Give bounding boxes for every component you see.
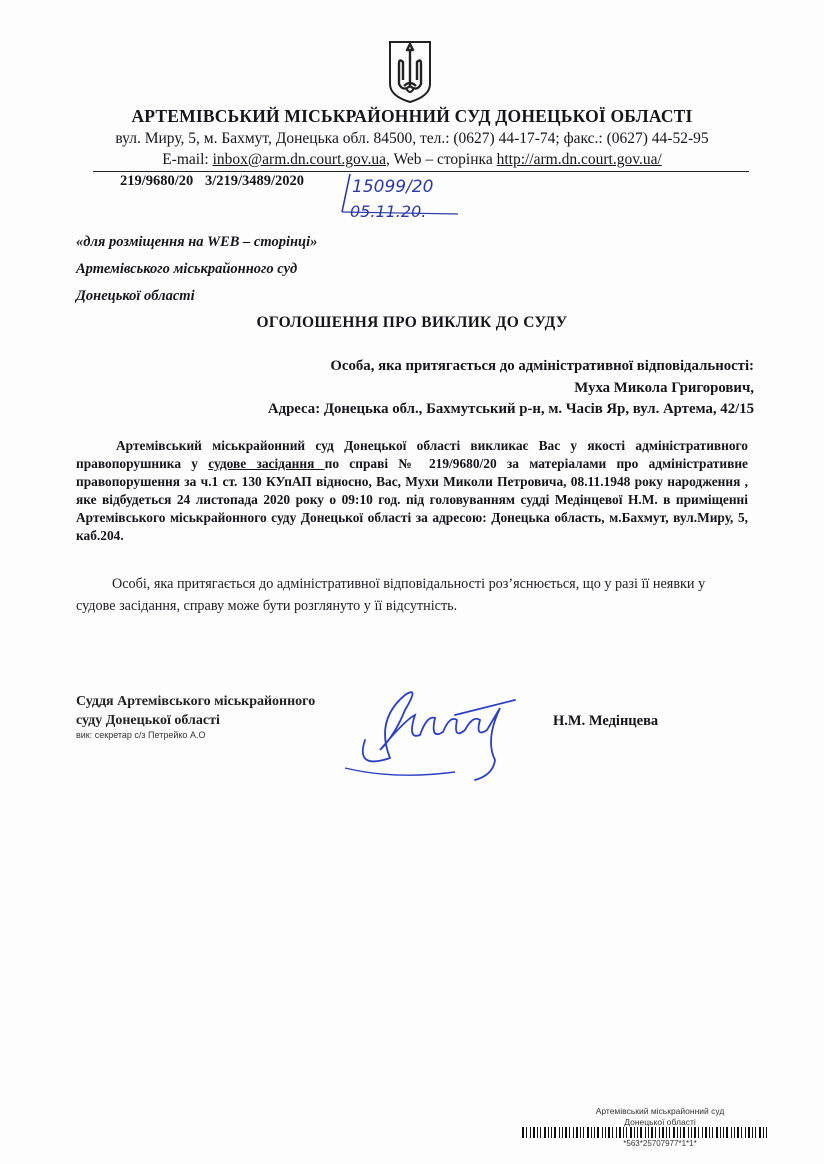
- judge-role-line1: Суддя Артемівського міськрайонного: [76, 694, 316, 709]
- stamp-date: 05.11.20.: [350, 202, 427, 221]
- summons-text-b: по справі № 219/9680/20 за матеріалами про адміністративне правопорушення за ч.1 ст. 130 КУпАП відносно, Вас, Мухи Миколи Петровича, 08.11.1948 року народження , яке відбудеться 24 листопада 2020 року о 09:10 год. під головуванням судді Медінцевої Н.М. в приміщенні Артемівського міськрайонного суду Донецької області за адресою: Донецька область, м.Бахмут, вул.Миру, 5, каб.204.: [76, 456, 748, 543]
- judge-signature: [335, 680, 535, 790]
- web-label: , Web – сторінка: [386, 151, 497, 168]
- footer-org-line1: Артемівський міськрайонний суд: [595, 1106, 725, 1116]
- judge-role-line2: суду Донецької області: [76, 713, 220, 728]
- coat-of-arms-icon: [387, 40, 433, 104]
- case-number: 219/9680/20: [120, 173, 194, 189]
- summons-text-a: Артемівський міськрайонний суд Донецької області викликає Вас у якості адміністративного правопорушника у: [76, 438, 748, 471]
- judge-name: Н.М. Медінцева: [553, 713, 659, 729]
- hearing-term: судове засідання: [208, 456, 325, 471]
- notice-paragraph: [76, 573, 748, 617]
- placement-region: Донецької області: [76, 288, 195, 304]
- addressee-label: Особа, яка притягається до адміністративної відповідальності:: [330, 358, 754, 374]
- proceeding-number: 3/219/3489/2020: [204, 173, 305, 189]
- contact-line: [0, 151, 824, 169]
- placement-court: Артемівського міськрайонного суд: [76, 261, 298, 277]
- web-placement-note: «для розміщення на WEB – сторінці»: [76, 234, 318, 250]
- stamp-number: 15099/20: [352, 177, 434, 197]
- website-link[interactable]: http://arm.dn.court.gov.ua/: [496, 151, 662, 168]
- email-link[interactable]: inbox@arm.dn.court.gov.ua: [212, 151, 386, 168]
- executor-note: вик: секретар с/з Петрейко А.О: [76, 730, 206, 740]
- notice-text: Особі, яка притягається до адміністративної відповідальності роз’яснюється, що у разі її неявки у судове засідання, справу може бути розглянуто у її відсутність.: [76, 576, 706, 614]
- footer-org-line2: Донецької області: [624, 1117, 696, 1127]
- addressee-address: Адреса: Донецька обл., Бахмутський р-н, м. Часів Яр, вул. Артема, 42/15: [267, 401, 754, 417]
- court-name: АРТЕМІВСЬКИЙ МІСЬКРАЙОННИЙ СУД ДОНЕЦЬКОЇ ОБЛАСТІ: [131, 106, 693, 126]
- summons-paragraph: [76, 437, 748, 545]
- addressee-name: Муха Микола Григорович,: [574, 380, 754, 396]
- document-title: ОГОЛОШЕННЯ ПРО ВИКЛИК ДО СУДУ: [256, 314, 568, 331]
- registration-stamp: [338, 172, 468, 222]
- barcode-icon: [522, 1127, 770, 1138]
- barcode-number: *563*25707977*1*1*: [623, 1139, 697, 1148]
- case-numbers: [120, 173, 304, 190]
- email-label: E-mail:: [162, 151, 213, 168]
- court-address: вул. Миру, 5, м. Бахмут, Донецька обл. 84500, тел.: (0627) 44-17-74; факс.: (0627) 44-52-95: [115, 130, 709, 147]
